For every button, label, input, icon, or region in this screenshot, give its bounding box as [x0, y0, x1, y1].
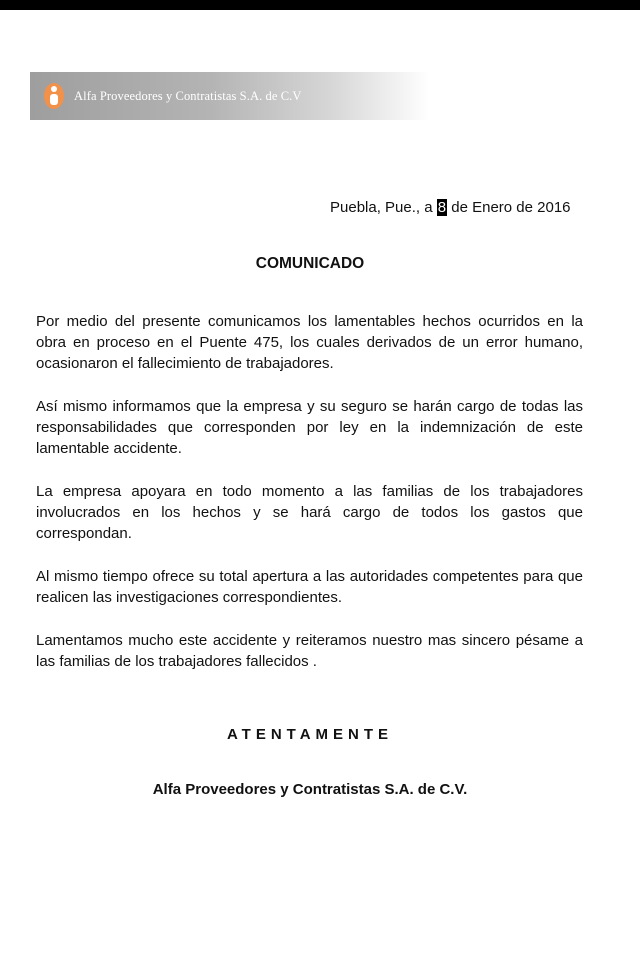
date-suffix: de Enero de 2016 — [447, 199, 571, 216]
closing-atentamente: ATENTAMENTE — [226, 726, 394, 743]
paragraph: Al mismo tiempo ofrece su total apertura a las autoridades competentes para que realicen las investigaciones correspondientes. — [36, 568, 583, 606]
letterhead-company-name: Alfa Proveedores y Contratistas S.A. de C.V — [74, 88, 302, 103]
paragraph: La empresa apoyara en todo momento a las familias de los trabajadores involucrados en los hechos y se hará cargo de todos los gastos que correspondan. — [36, 483, 583, 542]
paragraph: Por medio del presente comunicamos los lamentables hechos ocurridos en la obra en proceso en el Puente 475, los cuales derivados de un error humano, ocasionaron el fallecimiento de trabajadores. — [36, 313, 583, 372]
top-black-bar — [0, 0, 640, 10]
paragraph: Lamentamos mucho este accidente y reiteramos nuestro mas sincero pésame a las familias de los trabajadores fallecidos . — [36, 632, 583, 670]
person-in-circle-icon — [44, 83, 64, 109]
signature-company-name: Alfa Proveedores y Contratistas S.A. de C.V. — [152, 781, 468, 798]
paragraph: Así mismo informamos que la empresa y su seguro se harán cargo de todas las responsabilidades que corresponden por ley en la indemnización de este lamentable accidente. — [36, 398, 583, 457]
date-day-highlighted: 8 — [437, 199, 447, 216]
date-prefix: Puebla, Pue., a — [330, 199, 437, 216]
letterhead-banner — [30, 72, 430, 120]
date-line — [330, 199, 571, 216]
document-heading: COMUNICADO — [255, 255, 365, 272]
